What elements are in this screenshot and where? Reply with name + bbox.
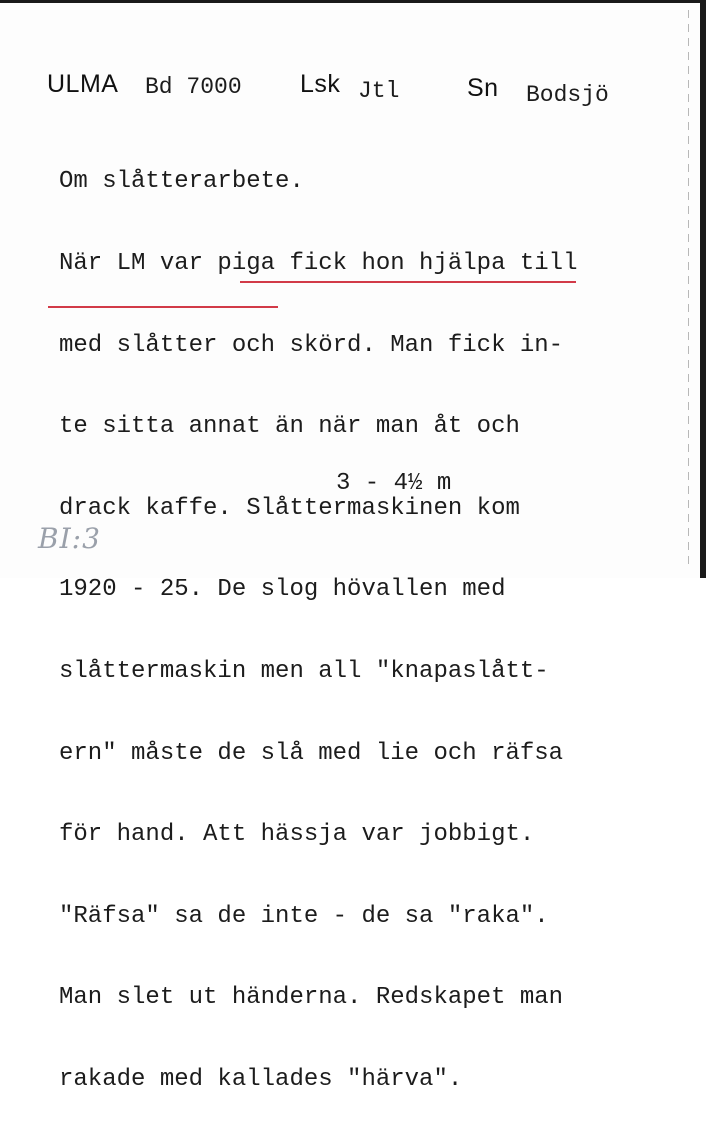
record-line: med slåtter och skörd. Man fick in- [59,331,564,359]
record-line: 1920 - 25. De slog hövallen med [59,576,506,604]
handwritten-classification: BI:3 [38,522,101,555]
archive-number: Bd 7000 [145,74,242,100]
record-line: drack kaffe. Slåttermaskinen kom [59,494,520,522]
measure-value: 3 - 4½ m [336,470,452,497]
record-text [59,114,577,1148]
record-line: "Räfsa" sa de inte - de sa "raka". [59,902,549,930]
parish-value: Bodsjö [526,82,609,108]
parish-label: Sn [467,74,499,102]
red-underline-1 [240,281,576,283]
county-value: Jtl [358,78,400,104]
county-label: Lsk [300,70,341,98]
card-right-edge [700,0,706,578]
record-line: ern" måste de slå med lie och räfsa [59,739,564,767]
record-line: rakade med kallades "härva". [59,1065,463,1093]
record-line: Om slåtterarbete. [59,168,304,196]
record-line: te sitta annat än när man åt och [59,413,520,441]
archive-label: ULMA [47,70,119,98]
card-top-edge [0,0,706,3]
card-fold-line [688,10,689,570]
record-line: slåttermaskin men all "knapaslått- [59,657,549,685]
red-underline-2 [48,306,278,308]
record-line: för hand. Att hässja var jobbigt. [59,821,535,849]
record-line: När LM var piga fick hon hjälpa till [59,250,578,277]
record-line: Man slet ut händerna. Redskapet man [59,984,564,1012]
